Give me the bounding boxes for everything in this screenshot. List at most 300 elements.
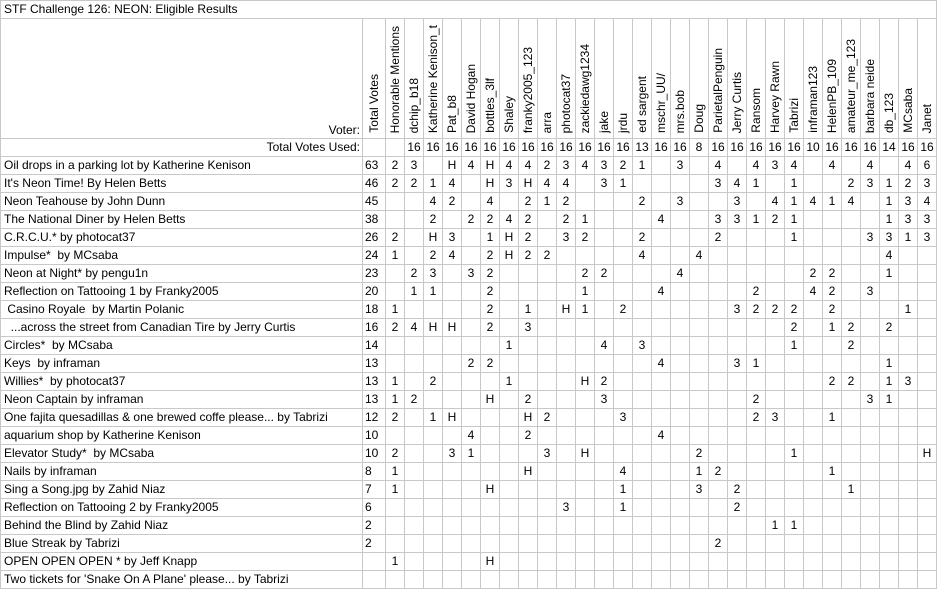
vote-cell: 3 [766, 409, 785, 427]
vote-cell [500, 481, 519, 499]
vote-cell: 4 [652, 427, 671, 445]
entry-total-votes: 8 [363, 463, 386, 481]
vote-cell [405, 535, 424, 553]
vote-cell: 2 [595, 373, 614, 391]
vote-cell [576, 175, 595, 193]
vote-cell [500, 355, 519, 373]
voter-header [690, 19, 709, 139]
votes-used-cell: 16 [595, 139, 614, 157]
vote-cell [481, 463, 500, 481]
vote-cell [918, 373, 937, 391]
vote-cell [690, 157, 709, 175]
vote-cell: 2 [766, 301, 785, 319]
vote-cell [690, 535, 709, 553]
vote-cell: 1 [785, 193, 804, 211]
vote-cell [405, 517, 424, 535]
vote-cell: 2 [747, 283, 766, 301]
vote-cell [538, 229, 557, 247]
vote-cell [823, 481, 842, 499]
vote-cell [804, 463, 823, 481]
vote-cell [500, 499, 519, 517]
vote-cell [443, 265, 462, 283]
vote-cell [728, 283, 747, 301]
vote-cell [576, 409, 595, 427]
vote-cell [728, 535, 747, 553]
vote-cell [538, 211, 557, 229]
vote-cell [576, 247, 595, 265]
vote-cell [804, 427, 823, 445]
vote-cell [918, 499, 937, 517]
vote-cell [500, 445, 519, 463]
vote-cell [823, 247, 842, 265]
vote-cell [671, 247, 690, 265]
vote-cell: 2 [519, 247, 538, 265]
vote-cell [519, 373, 538, 391]
vote-cell [576, 355, 595, 373]
vote-cell: 2 [386, 319, 405, 337]
vote-cell [861, 427, 880, 445]
vote-cell [519, 265, 538, 283]
entry-total-votes: 38 [363, 211, 386, 229]
vote-cell: 2 [785, 319, 804, 337]
vote-cell [595, 535, 614, 553]
vote-cell [690, 355, 709, 373]
vote-cell [842, 445, 861, 463]
vote-cell [462, 193, 481, 211]
vote-cell [671, 409, 690, 427]
vote-cell [690, 409, 709, 427]
vote-cell [709, 301, 728, 319]
vote-cell [918, 247, 937, 265]
vote-cell: 1 [386, 553, 405, 571]
title-row [1, 1, 937, 19]
vote-cell [899, 247, 918, 265]
vote-cell [861, 481, 880, 499]
vote-cell: 3 [861, 175, 880, 193]
vote-cell [785, 409, 804, 427]
vote-cell [747, 319, 766, 337]
vote-cell: H [481, 481, 500, 499]
voter-header [538, 19, 557, 139]
vote-cell [899, 445, 918, 463]
voter-header [709, 19, 728, 139]
vote-cell [538, 517, 557, 535]
vote-cell: 2 [462, 211, 481, 229]
vote-cell [386, 211, 405, 229]
votes-used-cell: 16 [918, 139, 937, 157]
entry-total-votes: 10 [363, 445, 386, 463]
vote-cell [671, 319, 690, 337]
vote-cell [519, 337, 538, 355]
votes-used-cell: 10 [804, 139, 823, 157]
table-row [1, 247, 937, 265]
vote-cell [785, 571, 804, 589]
vote-cell: 3 [766, 157, 785, 175]
vote-cell: 3 [633, 337, 652, 355]
voter-name: mrs.bob [673, 89, 687, 133]
vote-cell [709, 571, 728, 589]
entry-total-votes: 7 [363, 481, 386, 499]
vote-cell [595, 481, 614, 499]
voter-name: Doug [692, 104, 706, 133]
vote-cell: 2 [557, 211, 576, 229]
vote-cell: H [424, 229, 443, 247]
vote-cell [424, 463, 443, 481]
entry-name: ...across the street from Canadian Tire by Jerry Curtis [1, 319, 363, 337]
vote-cell [538, 571, 557, 589]
vote-cell [861, 337, 880, 355]
vote-cell: 4 [557, 175, 576, 193]
vote-cell [481, 571, 500, 589]
vote-cell [633, 427, 652, 445]
vote-cell [861, 211, 880, 229]
voter-name: franky2005_123 [521, 46, 535, 133]
vote-cell: 1 [880, 391, 899, 409]
vote-cell [785, 265, 804, 283]
vote-cell [557, 337, 576, 355]
vote-cell: 4 [500, 211, 519, 229]
vote-cell [690, 373, 709, 391]
entry-total-votes: 20 [363, 283, 386, 301]
vote-cell [386, 535, 405, 553]
entry-total-votes: 45 [363, 193, 386, 211]
votes-used-cell: 16 [443, 139, 462, 157]
vote-cell [766, 427, 785, 445]
vote-cell: 2 [576, 229, 595, 247]
vote-cell [614, 355, 633, 373]
votes-used-cell: 16 [500, 139, 519, 157]
vote-cell [918, 535, 937, 553]
vote-cell [880, 481, 899, 499]
vote-cell [443, 337, 462, 355]
entry-name: Casino Royale by Martin Polanic [1, 301, 363, 319]
vote-cell [500, 391, 519, 409]
vote-cell: 1 [500, 337, 519, 355]
vote-cell [386, 193, 405, 211]
vote-cell [652, 409, 671, 427]
entry-total-votes: 6 [363, 499, 386, 517]
vote-cell [918, 283, 937, 301]
vote-cell: 2 [386, 157, 405, 175]
vote-cell: 3 [595, 175, 614, 193]
table-row [1, 481, 937, 499]
vote-cell [557, 409, 576, 427]
vote-cell [880, 337, 899, 355]
vote-cell: 4 [861, 157, 880, 175]
vote-cell [785, 391, 804, 409]
votes-used-cell: 8 [690, 139, 709, 157]
vote-cell [405, 445, 424, 463]
vote-cell [861, 517, 880, 535]
vote-cell [823, 499, 842, 517]
vote-cell: 1 [424, 283, 443, 301]
vote-cell [424, 301, 443, 319]
vote-cell [671, 499, 690, 517]
voter-header [386, 19, 405, 139]
vote-cell: 2 [462, 355, 481, 373]
vote-cell [671, 517, 690, 535]
vote-cell [842, 517, 861, 535]
vote-cell [880, 499, 899, 517]
vote-cell [747, 229, 766, 247]
total-votes-used-label: Total Votes Used: [1, 139, 363, 157]
entry-name: Neon Teahouse by John Dunn [1, 193, 363, 211]
vote-cell [652, 247, 671, 265]
vote-cell [424, 391, 443, 409]
entry-name: The National Diner by Helen Betts [1, 211, 363, 229]
vote-cell: H [443, 409, 462, 427]
vote-cell: 2 [424, 247, 443, 265]
vote-cell [842, 283, 861, 301]
vote-cell: 3 [899, 193, 918, 211]
vote-cell [804, 157, 823, 175]
vote-cell [614, 571, 633, 589]
vote-cell [500, 409, 519, 427]
vote-cell [804, 337, 823, 355]
voter-name: Katherine Kenison_t [426, 24, 440, 133]
vote-cell [842, 391, 861, 409]
votes-used-cell: 16 [576, 139, 595, 157]
vote-cell [766, 535, 785, 553]
voter-name: db_123 [882, 92, 896, 133]
vote-cell: 1 [386, 247, 405, 265]
vote-cell: 3 [709, 175, 728, 193]
vote-cell: 3 [880, 229, 899, 247]
vote-cell [690, 517, 709, 535]
vote-cell: 2 [405, 175, 424, 193]
vote-cell: 2 [481, 247, 500, 265]
vote-cell: H [519, 409, 538, 427]
vote-cell [880, 427, 899, 445]
vote-cell: 4 [443, 247, 462, 265]
vote-cell: 4 [519, 157, 538, 175]
vote-cell [557, 445, 576, 463]
vote-cell [481, 535, 500, 553]
voter-header [633, 19, 652, 139]
voter-header [823, 19, 842, 139]
vote-cell: 3 [443, 229, 462, 247]
entry-total-votes: 23 [363, 265, 386, 283]
vote-cell: H [519, 175, 538, 193]
vote-cell [804, 319, 823, 337]
vote-cell [709, 193, 728, 211]
entry-name: Oil drops in a parking lot by Katherine Kenison [1, 157, 363, 175]
vote-cell [861, 373, 880, 391]
vote-cell [747, 193, 766, 211]
vote-cell: 2 [405, 391, 424, 409]
vote-cell: H [500, 247, 519, 265]
vote-cell [804, 373, 823, 391]
vote-cell: 4 [405, 319, 424, 337]
vote-cell: 1 [424, 409, 443, 427]
entry-name: Elevator Study* by MCsaba [1, 445, 363, 463]
vote-cell: 3 [557, 499, 576, 517]
vote-cell [386, 517, 405, 535]
vote-cell [918, 265, 937, 283]
vote-cell [538, 265, 557, 283]
vote-cell: 1 [899, 301, 918, 319]
vote-cell: 1 [785, 337, 804, 355]
vote-cell: 2 [519, 427, 538, 445]
vote-cell [633, 499, 652, 517]
entry-name: Willies* by photocat37 [1, 373, 363, 391]
vote-cell [424, 337, 443, 355]
entry-name: Reflection on Tattooing 1 by Franky2005 [1, 283, 363, 301]
vote-cell [576, 463, 595, 481]
voter-name: Janet [920, 103, 934, 133]
vote-cell: 3 [899, 373, 918, 391]
vote-cell: 4 [766, 193, 785, 211]
vote-cell: 1 [880, 355, 899, 373]
vote-cell [595, 229, 614, 247]
vote-cell [671, 373, 690, 391]
vote-cell [899, 283, 918, 301]
vote-cell [462, 373, 481, 391]
vote-cell [690, 319, 709, 337]
vote-cell [690, 427, 709, 445]
vote-cell [804, 571, 823, 589]
vote-cell [500, 319, 519, 337]
vote-cell [481, 445, 500, 463]
vote-cell [462, 319, 481, 337]
vote-cell [747, 265, 766, 283]
vote-cell: 4 [785, 157, 804, 175]
vote-cell [576, 535, 595, 553]
voter-header [500, 19, 519, 139]
entry-name: aquarium shop by Katherine Kenison [1, 427, 363, 445]
vote-cell [500, 301, 519, 319]
sheet-title: STF Challenge 126: NEON: Eligible Results [1, 1, 937, 19]
voter-name: zackiedawg1234 [578, 43, 592, 133]
vote-cell [424, 427, 443, 445]
vote-cell [538, 319, 557, 337]
vote-cell [633, 391, 652, 409]
table-row [1, 211, 937, 229]
vote-cell [880, 535, 899, 553]
vote-cell [728, 265, 747, 283]
vote-cell [918, 463, 937, 481]
vote-cell [538, 391, 557, 409]
vote-cell: 3 [405, 157, 424, 175]
vote-cell: 1 [747, 355, 766, 373]
vote-cell [595, 517, 614, 535]
vote-cell [728, 427, 747, 445]
vote-cell [424, 535, 443, 553]
vote-cell [861, 445, 880, 463]
vote-cell: 2 [614, 157, 633, 175]
vote-cell [557, 319, 576, 337]
vote-cell [557, 571, 576, 589]
vote-cell [671, 301, 690, 319]
vote-cell [671, 229, 690, 247]
vote-cell [652, 373, 671, 391]
vote-cell [728, 517, 747, 535]
vote-cell [842, 571, 861, 589]
vote-cell: 2 [538, 247, 557, 265]
vote-cell: 2 [690, 445, 709, 463]
vote-cell: 1 [823, 463, 842, 481]
vote-cell: 3 [595, 391, 614, 409]
vote-cell [728, 229, 747, 247]
entry-name: Two tickets for 'Snake On A Plane' please... by Tabrizi [1, 571, 363, 589]
vote-cell [462, 571, 481, 589]
vote-cell: H [576, 373, 595, 391]
vote-cell: 2 [576, 265, 595, 283]
entry-total-votes: 2 [363, 517, 386, 535]
vote-cell [785, 427, 804, 445]
vote-cell [728, 463, 747, 481]
vote-cell: 1 [766, 517, 785, 535]
vote-cell: 4 [899, 157, 918, 175]
vote-cell [842, 157, 861, 175]
vote-cell [576, 571, 595, 589]
vote-cell [443, 463, 462, 481]
vote-cell [633, 517, 652, 535]
vote-cell: 4 [823, 157, 842, 175]
vote-cell: 2 [823, 373, 842, 391]
vote-cell [519, 481, 538, 499]
votes-used-cell: 16 [899, 139, 918, 157]
vote-cell [899, 427, 918, 445]
vote-cell: 2 [481, 319, 500, 337]
vote-cell [557, 427, 576, 445]
table-row [1, 355, 937, 373]
vote-cell [747, 427, 766, 445]
table-row [1, 265, 937, 283]
vote-cell: 2 [842, 373, 861, 391]
vote-cell: 4 [633, 247, 652, 265]
vote-cell: 1 [500, 373, 519, 391]
vote-cell [899, 535, 918, 553]
voter-header [861, 19, 880, 139]
vote-cell [652, 391, 671, 409]
vote-cell: 1 [842, 481, 861, 499]
entry-total-votes: 14 [363, 337, 386, 355]
vote-cell [766, 319, 785, 337]
vote-cell: 4 [595, 337, 614, 355]
vote-cell [842, 409, 861, 427]
vote-cell [443, 517, 462, 535]
vote-cell [595, 211, 614, 229]
vote-cell: 2 [728, 481, 747, 499]
vote-cell [500, 427, 519, 445]
vote-cell [842, 427, 861, 445]
vote-cell: 2 [424, 211, 443, 229]
votes-used-cell: 16 [462, 139, 481, 157]
vote-cell [766, 463, 785, 481]
entry-name: Neon at Night* by pengu1n [1, 265, 363, 283]
vote-cell [614, 373, 633, 391]
vote-cell [766, 175, 785, 193]
vote-cell [500, 283, 519, 301]
vote-cell [557, 535, 576, 553]
vote-cell [861, 193, 880, 211]
vote-cell [785, 247, 804, 265]
voter-header [804, 19, 823, 139]
vote-cell: 1 [823, 409, 842, 427]
vote-cell [652, 229, 671, 247]
vote-cell: 2 [880, 319, 899, 337]
vote-cell [462, 247, 481, 265]
vote-cell [652, 445, 671, 463]
entry-name: Impulse* by MCsaba [1, 247, 363, 265]
vote-cell: 1 [614, 499, 633, 517]
vote-cell [538, 373, 557, 391]
vote-cell [424, 445, 443, 463]
vote-cell [804, 175, 823, 193]
voter-name: arra [540, 111, 554, 133]
vote-cell: 1 [386, 481, 405, 499]
